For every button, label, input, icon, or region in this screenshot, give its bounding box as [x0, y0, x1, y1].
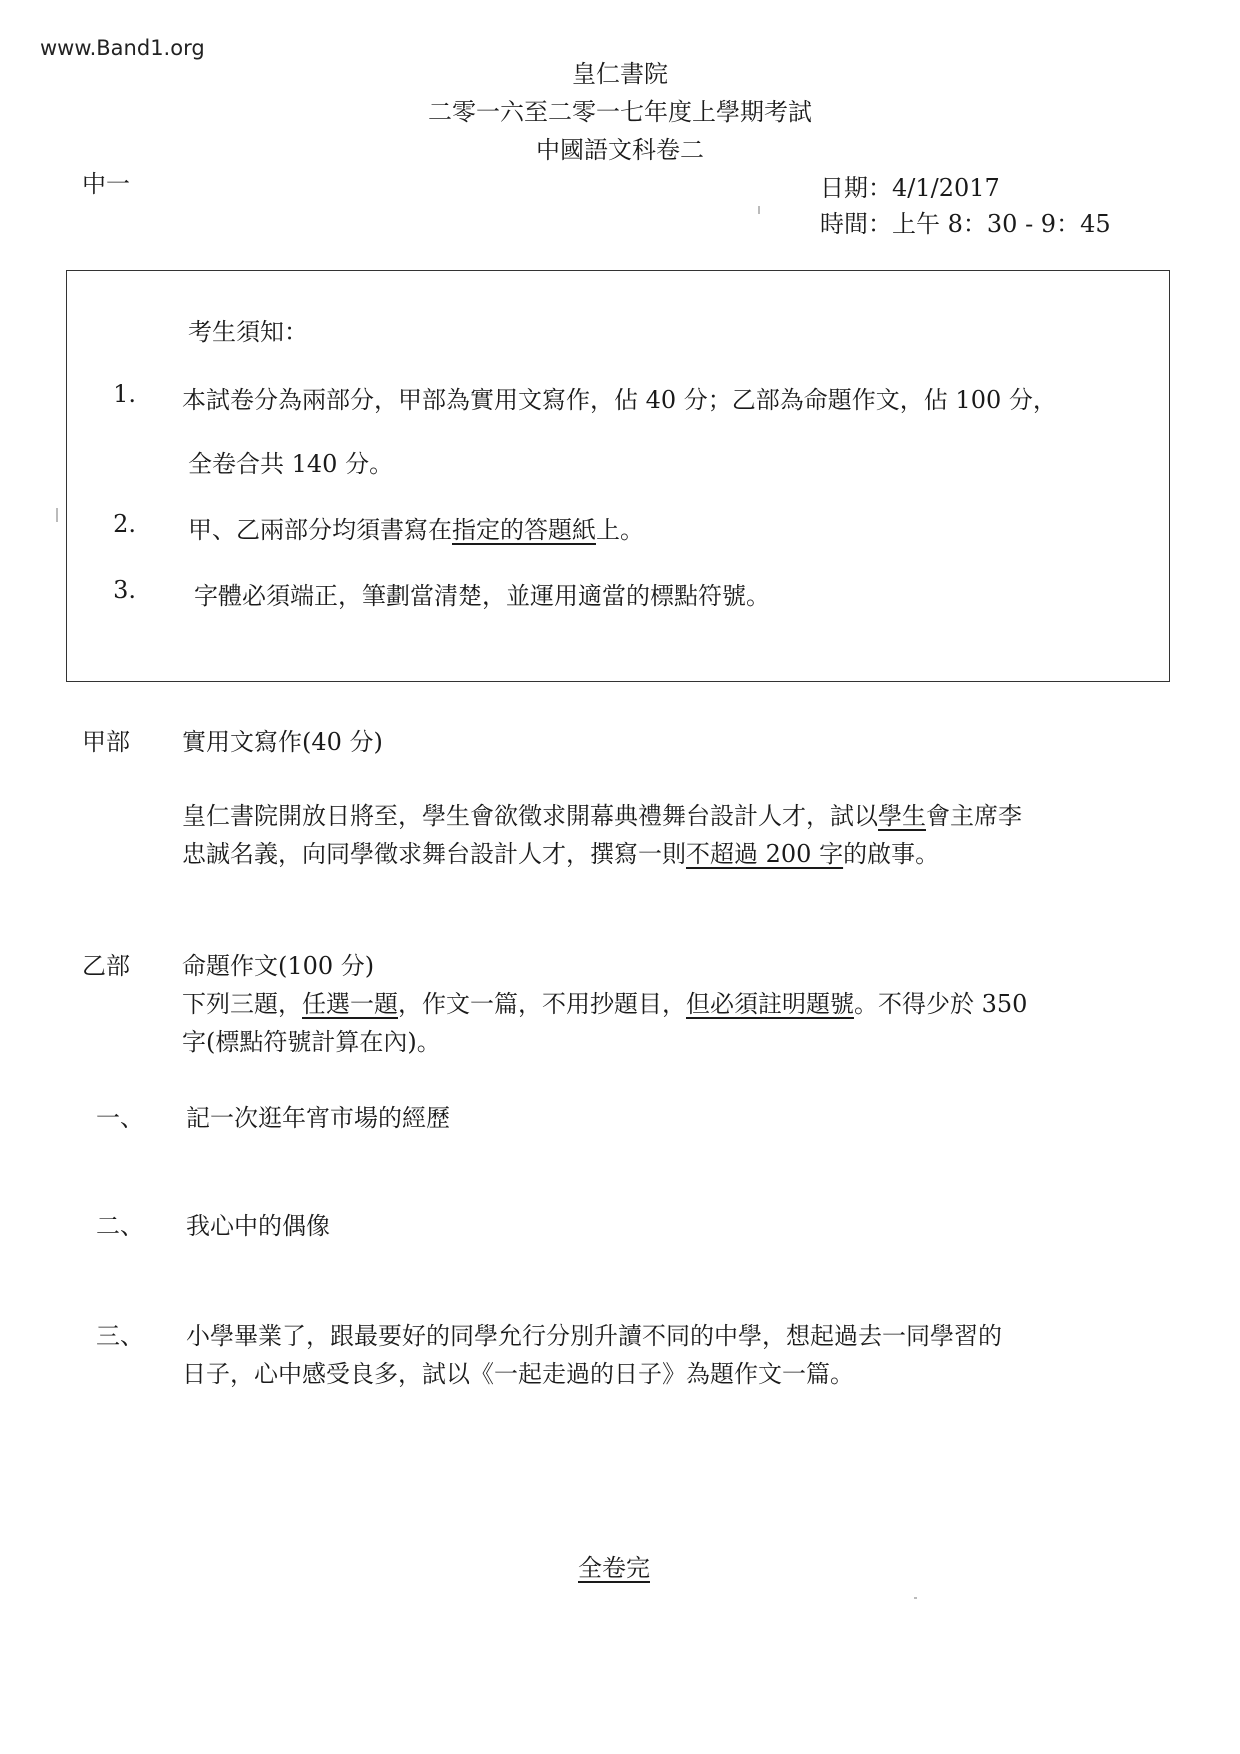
question-2-number: 二、: [96, 1212, 144, 1240]
question-1-number: 一、: [96, 1104, 144, 1132]
instruction-number-1: 1.: [113, 380, 136, 408]
form-level: 中一: [82, 170, 130, 198]
date-value: 4/1/2017: [892, 174, 1000, 202]
instruction-3: 字體必須端正，筆劃當清楚，並運用適當的標點符號。: [194, 582, 770, 610]
instruction-1-line1: 本試卷分為兩部分，甲部為實用文寫作，佔 40 分；乙部為命題作文，佔 100 分，: [182, 386, 1057, 414]
question-2-text: 我心中的偶像: [186, 1212, 330, 1240]
section-a-line1-pre: 皇仁書院開放日將至，學生會欲徵求開幕典禮舞台設計人才，試以: [182, 802, 878, 830]
date-label: 日期：: [820, 174, 892, 202]
instruction-number-2: 2.: [113, 510, 136, 538]
paper-title: 中國語文科卷二: [536, 136, 704, 164]
section-b-line1-a: 下列三題，: [182, 990, 302, 1018]
section-b-label: 乙部: [82, 952, 130, 980]
instruction-2: [188, 510, 644, 545]
section-b-instruction-line2: 字(標點符號計算在內)。: [182, 1028, 441, 1056]
scan-speck: [758, 206, 760, 214]
section-b-instruction-line1: [182, 984, 1027, 1019]
instruction-2-post: 上。: [596, 516, 644, 544]
section-b-line1-b: ，作文一篇，不用抄題目，: [398, 990, 686, 1018]
section-b-line1-c: 。不得少於 350: [854, 990, 1028, 1018]
scan-speck: [56, 508, 58, 522]
section-a-line2-pre: 忠誠名義，向同學徵求舞台設計人才，撰寫一則: [182, 840, 686, 868]
instruction-2-underlined: 指定的答題紙: [452, 516, 596, 544]
instruction-1-line2: 全卷合共 140 分。: [188, 450, 394, 478]
instruction-2-pre: 甲、乙兩部分均須書寫在: [188, 516, 452, 544]
exam-time: [820, 204, 1111, 239]
section-b-line1-underlined-2: 但必須註明題號: [686, 990, 854, 1018]
scan-speck: [914, 1597, 917, 1599]
section-a-prompt-line2: [182, 834, 939, 869]
section-a-line1-underlined: 學生: [878, 802, 926, 830]
question-3-line2: 日子，心中感受良多，試以《一起走過的日子》為題作文一篇。: [182, 1360, 854, 1388]
exam-title: 二零一六至二零一七年度上學期考試: [428, 98, 812, 126]
section-a-line2-underlined: 不超過 200 字: [686, 840, 844, 868]
section-b-title: 命題作文(100 分): [182, 952, 375, 980]
source-watermark: www.Band1.org: [40, 36, 205, 60]
section-a-line1-post: 會主席李: [926, 802, 1022, 830]
end-of-paper: 全卷完: [578, 1554, 650, 1582]
school-name: 皇仁書院: [572, 60, 668, 88]
exam-date: [820, 168, 1000, 203]
question-3-line1: 小學畢業了，跟最要好的同學允行分別升讀不同的中學，想起過去一同學習的: [186, 1322, 1002, 1350]
section-a-line2-post: 的啟事。: [843, 840, 940, 868]
instructions-title: 考生須知：: [188, 318, 308, 346]
time-label: 時間：: [820, 210, 892, 238]
instruction-number-3: 3.: [113, 576, 136, 604]
time-value: 上午 8：30 - 9：45: [892, 210, 1111, 238]
section-b-line1-underlined-1: 任選一題: [302, 990, 398, 1018]
question-3-number: 三、: [96, 1322, 144, 1350]
section-a-prompt-line1: [182, 796, 1022, 831]
section-a-title: 實用文寫作(40 分): [182, 728, 383, 756]
question-1-text: 記一次逛年宵市場的經歷: [186, 1104, 450, 1132]
section-a-label: 甲部: [82, 728, 130, 756]
